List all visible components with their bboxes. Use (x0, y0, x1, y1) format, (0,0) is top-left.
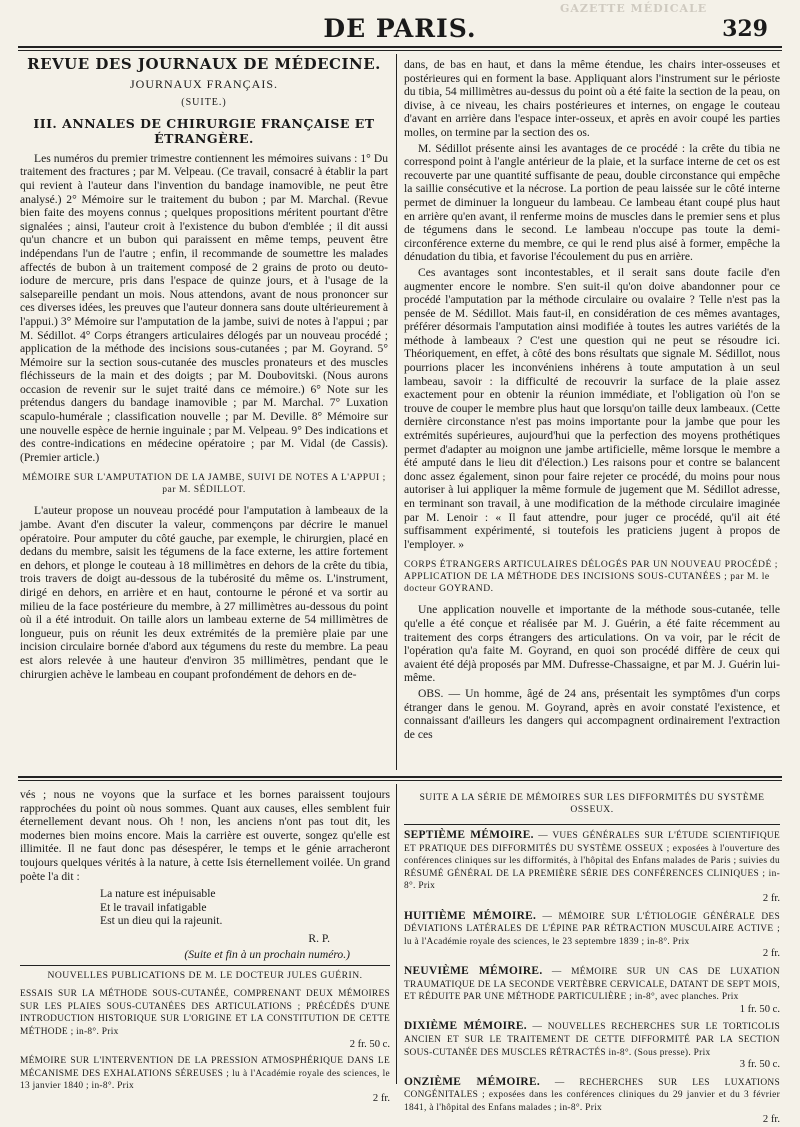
memoire-item (404, 829, 780, 906)
section-rule (18, 776, 782, 778)
memoire-text: — VUES GÉNÉRALES SUR L'ÉTUDE SCIENTIFIQUE ET PRATIQUE DES DIFFORMITÉS DU SYSTÈME OSSEUX ; exposées à l'ouverture des conférences cliniques sur les difformités, à l'hôpital des Enfans malades de Paris ; suivies du RÉSUMÉ GÉNÉRAL DE LA PREMIÈRE SÉRIE DES CONFÉRENCES CLINIQUES ; in-8°. Prix (404, 831, 780, 892)
publication-title: MÉMOIRE SUR L'INTERVENTION DE LA PRESSION ATMOSPHÉRIQUE DANS LE MÉCANISME DES EXHALATIONS SÉREUSES ; lu à l'Académie royale des sciences, le 13 janvier 1840 ; in-8°. Prix (20, 1056, 390, 1092)
memoire-price: 3 fr. 50 c. (739, 1059, 780, 1071)
memoire-text: — MÉMOIRE SUR UN CAS DE LUXATION TRAUMATIQUE DE LA SECONDE VERTÈBRE CERVICALE, DATANT DE SEPT MOIS, ET RÉDUITE PAR UNE MÉTHODE PARTICULIÈRE ; in-8°, avec planches. Prix (404, 966, 780, 1003)
article-paragraph: L'auteur propose un nouveau procédé pour l'amputation à lambeaux de la jambe. Avant d'en discuter la valeur, commençons par décrire le manuel opératoire. Pour amputer du côté gauche, par exemple, le chirurgien, placé en dedans du membre, saisit les tégumens de la face externe, les attire fortement en dehors, et plonge le couteau à 18 millimètres en dehors de la crête du tibia, trois travers de doigt au-dessous de la tubérosité du même os. L'instrument, dirigé en dehors, en arrière et en haut, contourne le péroné et va sortir au milieu de la face postérieure du membre, à 27 millimètres au-dessous du point où il a été introduit. On taille alors un lambeau externe de 54 millimètres de longueur, puis on réunit les deux extrémités de la première plaie par une incision circulaire bornée d'abord aux tégumens du reste du membre. La peau est alors relevée à une hauteur d'environ 35 millimètres, pendant que le chirurgien achève le lambeau en coupant profondément de dehors en de- (20, 504, 388, 681)
article-paragraph: dans, de bas en haut, et dans la même étendue, les chairs inter-osseuses et postérieures qui en forment la base. Appliquant alors l'instrument sur le périoste du tibia, 54 millimètres au-dessus du point où a été faite la section de la peau, on divise, à ce niveau, les chairs postérieures et internes, on engage le couteau d'avant en arrière dans l'espace inter-osseux, et après en avoir coupé les parties molles, on termine par la section des os. (404, 58, 780, 139)
memoire-lead: HUITIÈME MÉMOIRE. (404, 909, 537, 922)
article-paragraph: OBS. — Un homme, âgé de 24 ans, présentait les symptômes d'un corps étranger dans le genou. M. Goyrand, après en avoir constaté l'existence, et connaissant d'ailleurs les dangers qui accompagnent ordinairement l'extraction de ces (404, 686, 780, 741)
poem-line: La nature est inépuisable (100, 887, 216, 901)
publications-heading: NOUVELLES PUBLICATIONS DE M. LE DOCTEUR JULES GUÉRIN. (47, 970, 363, 982)
bleed-through-text: GAZETTE MÉDICALE (560, 2, 708, 15)
suite-series-heading: SUITE A LA SÉRIE DE MÉMOIRES SUR LES DIFFORMITÉS DU SYSTÈME OSSEUX. (419, 792, 765, 815)
column-divider (396, 784, 397, 1084)
revue-title: REVUE DES JOURNAUX DE MÉDECINE. (27, 55, 381, 73)
memoire-item (404, 1076, 780, 1127)
memoire-price: 2 fr. (762, 948, 780, 960)
publication-price: 2 fr. (372, 1092, 390, 1104)
article-paragraph: M. Sédillot présente ainsi les avantages de ce procédé : la crête du tibia ne correspond point à l'angle antérieur de la plaie, et la surface interne de cet os est recouverte par une quantité suffisante de peau, double circonstance qui empêche la saillie consécutive et la nécrose. La portion de peau laissée sur le côté interne permet de diminuer la longueur du lambeau. Ce lambeau étant coupé plus haut en arrière qu'en avant, il renferme moins de muscles dans le premier sens et plus de tégumens dans le second. Le lambeau n'occupe pas toute la demi-circonférence externe du membre, ce qui le rend plus aisé à former, empêche la dénudation du tibia, et favorise l'écoulement du pus en arrière. (404, 141, 780, 264)
memoire-text: — NOUVELLES RECHERCHES SUR LE TORTICOLIS ANCIEN ET SUR LE TRAITEMENT DE CETTE DIFFORMITÉ PAR LA SECTION SOUS-CUTANÉE DES MUSCLES RÉTRACTÉS in-8°. (Sous presse). Prix (404, 1022, 780, 1058)
memoire-text: — MÉMOIRE SUR L'ÉTIOLOGIE GÉNÉRALE DES DÉVIATIONS LATÉRALES DE L'ÉPINE PAR RÉTRACTION MUSCULAIRE ACTIVE ; lu à l'Académie royale des sciences, le 23 septembre 1839 ; in-8°. Prix (404, 911, 780, 947)
corps-etrangers-heading: CORPS ÉTRANGERS ARTICULAIRES DÉLOGÉS PAR UN NOUVEAU PROCÉDÉ ; APPLICATION DE LA MÉTHODE DES INCISIONS SOUS-CUTANÉES ; par M. le docteur GOYRAND. (404, 559, 778, 595)
divider (404, 824, 780, 825)
column-divider (396, 54, 397, 770)
bottom-right-column (404, 790, 780, 1126)
publication-item (20, 988, 390, 1051)
header-rule-thin (18, 50, 782, 51)
page-number: 329 (722, 16, 768, 42)
memoire-text: — RECHERCHES SUR LES LUXATIONS CONGÉNITALES ; exposées dans les conférences cliniques du 29 janvier et du 3 février 1841, à l'hôpital des Enfans malades ; in-8°. Prix (404, 1077, 780, 1113)
memoire-price: 2 fr. (762, 1114, 780, 1126)
header-rule (18, 46, 782, 48)
journaux-subtitle: JOURNAUX FRANÇAIS. (129, 76, 279, 91)
article-paragraph: Les numéros du premier trimestre contiennent les mémoires suivans : 1° Du traitement des fractures ; par M. Velpeau. (Ce travail, consacré à établir la part qui revient à l'auteur dans l'invention du bandage inamovible, ne peut être analysé.) 2° Mémoire sur le traitement du bubon ; par M. Marchal. (Revue bien faite des moyens connus ; quelques propositions méritent pourtant d'être signalées ; ainsi, l'auteur croit à l'existence du bubon d'emblée ; il dit aussi qu'un chancre et un bubon qui paraissent en même temps, peuvent être indépendans l'un de l'autre ; enfin, il recommande de soumettre les malades affectés de bubon à un traitement composé de 2 grains de proto ou deuto-iodure de mercure, pris dans l'espace de quinze jours, et à l'usage de la salsepareille pendant un mois. Nous attendons, avant de nous prononcer sur ces diverses idées, les preuves que l'auteur donnera sans doute ultérieurement à l'appui.) 3° Mémoire sur l'amputation de la jambe, suivi de notes à l'appui ; par M. Sédillot. 4° Corps étrangers articulaires délogés par un nouveau procédé ; application de la méthode des incisions sous-cutanées ; par M. Goyrand. 5° Mémoire sur la section sous-cutanée des muscles pronateurs et des muscles fléchisseurs de la main et des doigts ; par M. Doubovitski. (Nous aurons occasion de revenir sur le sujet traité dans ce mémoire.) 6° Note sur les prétendus dangers du bandage inamovible ; par M. Marchal. 7° Luxation scapulo-humérale ; classification nouvelle ; par M. Deville. 8° Mémoire sur une nouvelle espèce de hernie inguinale ; par M. Velpeau. 9° Des indications et des contre-indications en médecine opératoire ; par M. Vidal (de Cassis). (Premier article.) (20, 151, 388, 464)
article-paragraph: Ces avantages sont incontestables, et il serait sans doute facile d'en augmenter encore le nombre. S'en suit-il qu'on doive abandonner pour ce procédé l'amputation par la méthode circulaire ou ovalaire ? Telle n'est pas la pensée de M. Sédillot. Mais faut-il, en considération de ces mêmes avantages, préférer désormais l'amputation ainsi modifiée à toutes les autres variétés de la méthode à lambeaux ? C'est une question qui ne peut se résoudre ici. Théoriquement, en effet, à côté des bons résultats que signale M. Sédillot, nous pourrions placer les inconvéniens inhérens à toute amputation à un seul lambeau, savoir : la difficulté de recouvrir la surface de la plaie assez exactement pour en obtenir la réunion immédiate, et l'obligation où l'on se trouve de couper le membre plus haut que lorsqu'on taille deux lambeaux. (Cette dernière circonstance n'est pas moins importante pour la jambe que pour les extrémités supérieures, aujourd'hui que la perfection des moyens prothétiques permet d'adapter au moignon une jambe artificielle, même lorsque le membre a été amputé dans le lieu dit d'élection.) Les raisons pour et contre se balancent donc assez également, sinon pour faire rejeter ce procédé, du moins pour nous autoriser à lui appliquer la même formule de jugement que M. Sédillot adresse, en terminant son travail, à une modification de la méthode circulaire imaginée par M. Lenoir : « Il faut attendre, pour juger ce procédé, qu'il ait été suffisamment expérimenté, si toutefois les praticiens jugent à propos de l'employer. » (404, 265, 780, 551)
memoire-price: 2 fr. (762, 892, 780, 904)
bottom-left-column (20, 788, 390, 1104)
article-paragraph: Une application nouvelle et importante de la méthode sous-cutanée, telle qu'elle a été conçue et réalisée par M. J. Guérin, a été faite récemment au traitement des corps étrangers des articulations. On va voir, par le récit de l'opération qu'a faite M. Goyrand, en quoi son procédé diffère de ceux qui avaient été déjà proposés par MM. Dufresse-Chassaigne, et par M. J. Guérin lui-même. (404, 603, 780, 685)
annales-heading: III. ANNALES DE CHIRURGIE FRANÇAISE ET ÉTRANGÈRE. (33, 115, 375, 146)
memoire-item (404, 965, 780, 1016)
section-rule-thin (18, 780, 782, 781)
memoire-lead: DIXIÈME MÉMOIRE. (404, 1020, 527, 1033)
publication-item (20, 1055, 390, 1105)
left-column (20, 55, 388, 768)
article-paragraph: vés ; nous ne voyons que la surface et les bornes paraissent toujours rapprochées du point où nous sommes. Quant aux causes, elles semblent fuir éternellement devant nous. Oh ! non, les anciens n'ont pas tout dit, les modernes bien moins encore. Mais la carrière est ouverte, songez qu'elle est illimitée. Il ne faut donc pas désespérer, le temps et le génie arracheront toujours quelques vérités à la nature, à cette Isis éternellement voilée. Un grand poète l'a dit : (20, 788, 390, 883)
poem-line: Et le travail infatigable (100, 900, 207, 914)
suite-label: (SUITE.) (181, 97, 227, 109)
memoire-lead: ONZIÈME MÉMOIRE. (404, 1075, 540, 1088)
publication-price: 2 fr. 50 c. (349, 1038, 390, 1050)
poem-line: Est un dieu qui la rajeunit. (100, 914, 223, 928)
memoire-item (404, 1020, 780, 1071)
memoire-heading: MÉMOIRE SUR L'AMPUTATION DE LA JAMBE, SUIVI DE NOTES A L'APPUI ; par M. SÉDILLOT. (22, 472, 386, 496)
masthead-title: DE PARIS. (323, 14, 477, 43)
right-column (404, 58, 780, 768)
signature: R. P. (308, 931, 330, 945)
memoire-lead: NEUVIÈME MÉMOIRE. (404, 964, 543, 977)
memoire-lead: SEPTIÈME MÉMOIRE. (404, 829, 534, 841)
memoire-price: 1 fr. 50 c. (739, 1003, 780, 1015)
divider (20, 965, 390, 966)
memoire-item (404, 910, 780, 961)
poem (100, 887, 390, 928)
publication-title: ESSAIS SUR LA MÉTHODE SOUS-CUTANÉE, COMPRENANT DEUX MÉMOIRES SUR LES PLAIES SOUS-CUTANÉES DES ARTICULATIONS ; PRÉCÉDÉS D'UNE INTRODUCTION HISTORIQUE SUR L'ORIGINE ET LA CONSTITUTION DE CETTE MÉTHODE ; in-8°. Prix (20, 989, 390, 1037)
continuation-note: (Suite et fin à un prochain numéro.) (184, 947, 350, 961)
